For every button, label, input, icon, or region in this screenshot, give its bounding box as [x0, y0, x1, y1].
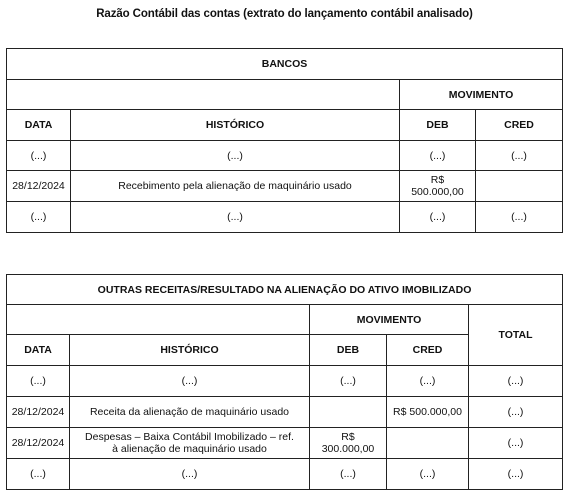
cell-deb: (...) [310, 366, 387, 397]
cell-historico: Receita da alienação de maquinário usado [70, 397, 310, 428]
cell-data: 28/12/2024 [7, 171, 71, 202]
table-row [7, 366, 563, 397]
table-row [7, 428, 563, 459]
cell-total: (...) [469, 459, 563, 490]
cell-deb: R$ 500.000,00 [400, 171, 476, 202]
cell-data: (...) [7, 366, 70, 397]
cell-total: (...) [469, 366, 563, 397]
cell-cred [476, 171, 563, 202]
cell-historico: (...) [70, 366, 310, 397]
column-header-deb: DEB [310, 335, 387, 366]
cell-cred: (...) [387, 366, 469, 397]
table-row [7, 459, 563, 490]
movimento-header: MOVIMENTO [400, 80, 563, 110]
cell-historico: (...) [71, 141, 400, 171]
column-header-total: TOTAL [469, 305, 563, 366]
cell-historico: Recebimento pela alienação de maquinário usado [71, 171, 400, 202]
cell-cred: R$ 500.000,00 [387, 397, 469, 428]
ledger-table-bancos [6, 48, 563, 233]
movimento-header: MOVIMENTO [310, 305, 469, 335]
table-row [7, 141, 563, 171]
table-row [7, 171, 563, 202]
cell-data: (...) [7, 141, 71, 171]
cell-total: (...) [469, 428, 563, 459]
cell-historico [70, 428, 310, 459]
column-header-historico: HISTÓRICO [71, 110, 400, 141]
column-header-cred: CRED [387, 335, 469, 366]
cell-data: 28/12/2024 [7, 397, 70, 428]
cell-total: (...) [469, 397, 563, 428]
cell-cred: (...) [476, 202, 563, 233]
table-row [7, 397, 563, 428]
header-spacer [7, 305, 310, 335]
column-header-data: DATA [7, 335, 70, 366]
cell-cred: (...) [387, 459, 469, 490]
cell-deb: (...) [400, 202, 476, 233]
ledger-table-outras-receitas [6, 274, 563, 490]
cell-deb: (...) [400, 141, 476, 171]
page-title: Razão Contábil das contas (extrato do lançamento contábil analisado) [96, 8, 473, 20]
cell-deb: R$ 300.000,00 [310, 428, 387, 459]
cell-cred [387, 428, 469, 459]
cell-historico-line-1: Despesas – Baixa Contábil Imobilizado – ref. [85, 431, 294, 443]
column-header-deb: DEB [400, 110, 476, 141]
column-header-historico: HISTÓRICO [70, 335, 310, 366]
cell-historico-line-2: à alienação de maquinário usado [112, 443, 267, 455]
cell-data: 28/12/2024 [7, 428, 70, 459]
account-title-outras-receitas: OUTRAS RECEITAS/RESULTADO NA ALIENAÇÃO DO ATIVO IMOBILIZADO [7, 275, 563, 305]
column-header-cred: CRED [476, 110, 563, 141]
cell-historico: (...) [70, 459, 310, 490]
cell-deb: (...) [310, 459, 387, 490]
cell-historico: (...) [71, 202, 400, 233]
column-header-data: DATA [7, 110, 71, 141]
cell-deb [310, 397, 387, 428]
table-row [7, 202, 563, 233]
cell-data: (...) [7, 459, 70, 490]
account-title-bancos: BANCOS [7, 49, 563, 80]
header-spacer [7, 80, 400, 110]
cell-cred: (...) [476, 141, 563, 171]
cell-data: (...) [7, 202, 71, 233]
